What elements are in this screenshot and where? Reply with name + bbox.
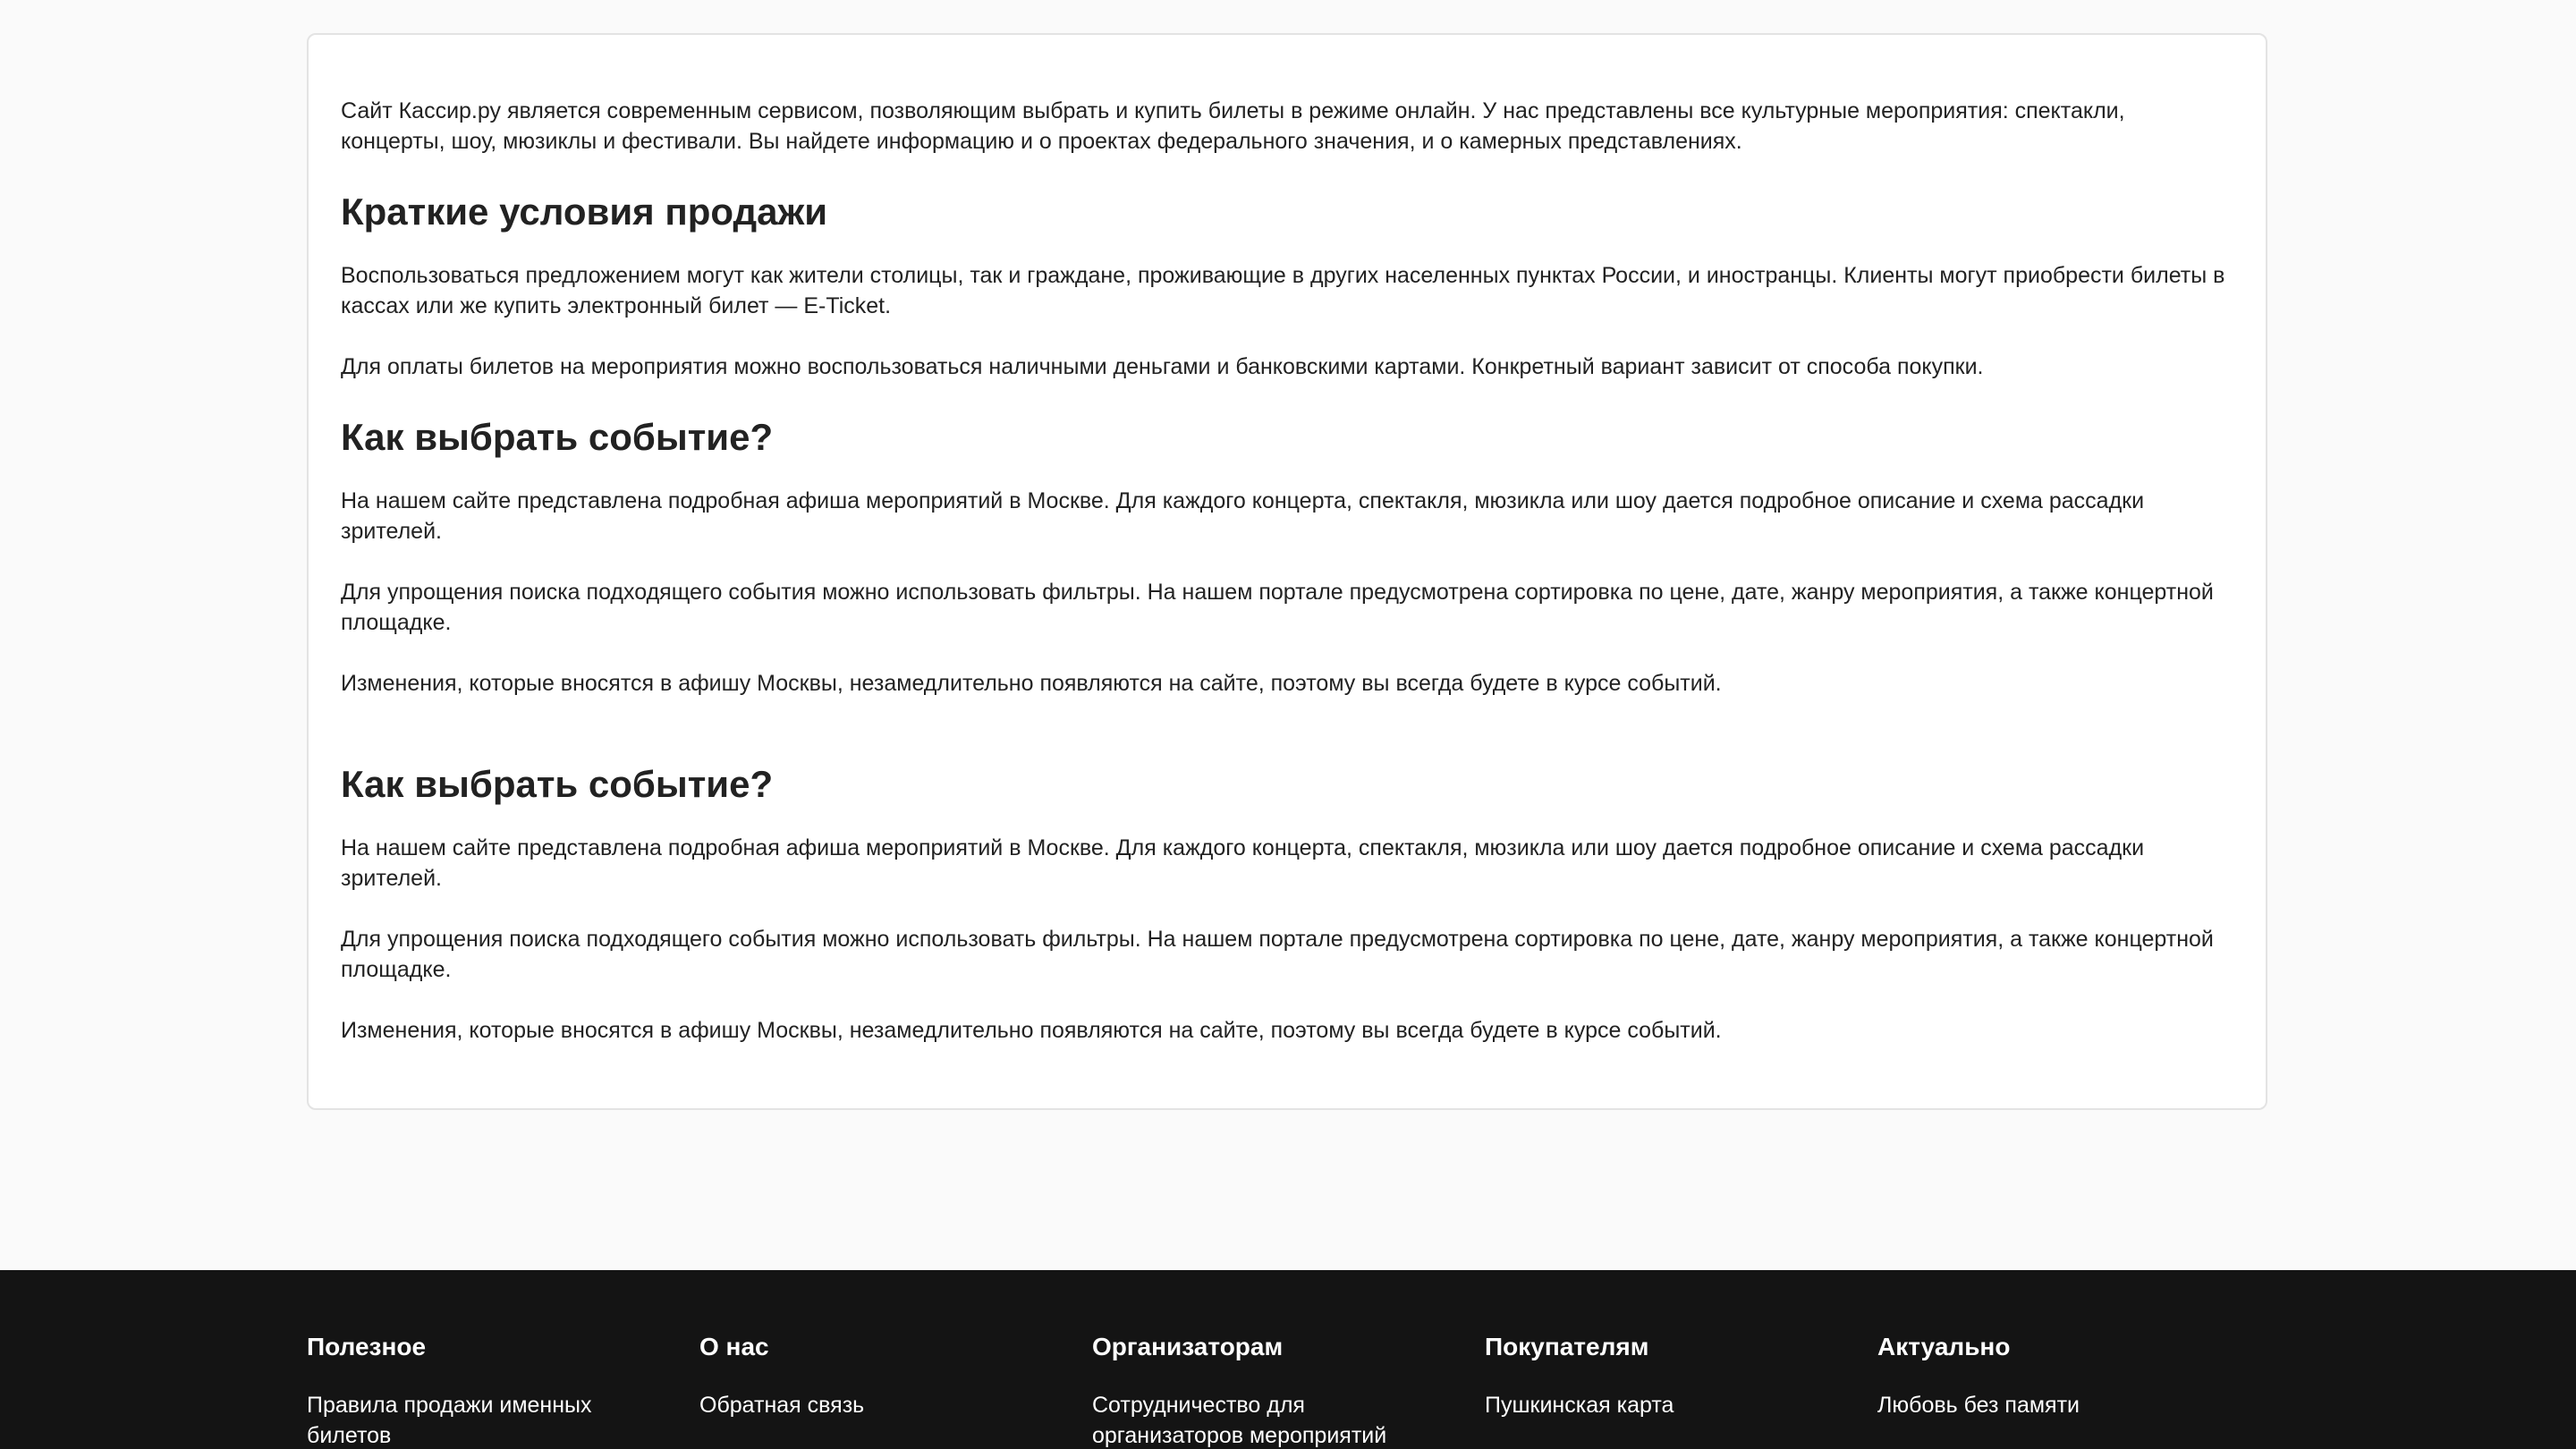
footer-column-title: Покупателям <box>1485 1333 1649 1360</box>
footer-column-actual <box>1877 1331 2235 1420</box>
section-heading-sale-terms: Краткие условия продажи <box>341 191 828 233</box>
footer-column-buyers <box>1485 1331 1843 1420</box>
section-paragraph: На нашем сайте представлена подробная афиша мероприятий в Москве. Для каждого концерта, спектакля, мюзикла или шоу дается подробное описание и схема рассадки зрителей. <box>341 488 2145 544</box>
section-paragraph: Изменения, которые вносятся в афишу Москвы, незамедлительно появляются на сайте, поэтому вы всегда будете в курсе событий. <box>341 671 1722 696</box>
section-paragraph: На нашем сайте представлена подробная афиша мероприятий в Москве. Для каждого концерта, спектакля, мюзикла или шоу дается подробное описание и схема рассадки зрителей. <box>341 835 2145 891</box>
section-paragraph: Для оплаты билетов на мероприятия можно воспользоваться наличными деньгами и банковскими картами. Конкретный вариант зависит от способа покупки. <box>341 354 1984 379</box>
footer-column-title: Полезное <box>307 1333 427 1360</box>
footer-column-organizers <box>1092 1331 1450 1449</box>
footer-column-title: О нас <box>699 1333 769 1360</box>
footer-column-useful <box>307 1331 665 1449</box>
footer-column-title: Организаторам <box>1092 1333 1284 1360</box>
section-paragraph: Изменения, которые вносятся в афишу Москвы, незамедлительно появляются на сайте, поэтому вы всегда будете в курсе событий. <box>341 1018 1722 1043</box>
footer-column-title: Актуально <box>1877 1333 2011 1360</box>
footer-link-feedback[interactable]: Обратная связь <box>699 1393 865 1418</box>
section-heading-choose-event: Как выбрать событие? <box>341 416 774 458</box>
site-footer <box>0 1270 2576 1449</box>
section-heading-choose-event-repeat: Как выбрать событие? <box>341 763 774 805</box>
section-paragraph: Для упрощения поиска подходящего события можно использовать фильтры. На нашем портале предусмотрена сортировка по цене, дате, жанру мероприятия, а также концертной площадке. <box>341 580 2214 635</box>
footer-link-pushkin-card[interactable]: Пушкинская карта <box>1485 1393 1674 1418</box>
footer-link-organizer-cooperation[interactable]: Сотрудничество для организаторов мероприятий <box>1092 1393 1387 1448</box>
intro-paragraph: Сайт Кассир.ру является современным сервисом, позволяющим выбрать и купить билеты в режиме онлайн. У нас представлены все культурные мероприятия: спектакли, концерты, шоу, мюзиклы и фестивали. Вы найдете информацию и о проектах федерального значения, и о камерных представлениях. <box>341 98 2125 154</box>
section-paragraph: Для упрощения поиска подходящего события можно использовать фильтры. На нашем портале предусмотрена сортировка по цене, дате, жанру мероприятия, а также концертной площадке. <box>341 927 2214 982</box>
footer-column-about <box>699 1331 1057 1420</box>
footer-link-named-tickets-rules[interactable]: Правила продажи именных билетов <box>307 1393 592 1448</box>
seo-text-card <box>307 33 2267 1110</box>
section-paragraph: Воспользоваться предложением могут как жители столицы, так и граждане, проживающие в других населенных пунктах России, и иностранцы. Клиенты могут приобрести билеты в кассах или же купить электронный билет — E-Ticket. <box>341 263 2225 318</box>
footer-link-actual-event[interactable]: Любовь без памяти <box>1877 1393 2080 1418</box>
